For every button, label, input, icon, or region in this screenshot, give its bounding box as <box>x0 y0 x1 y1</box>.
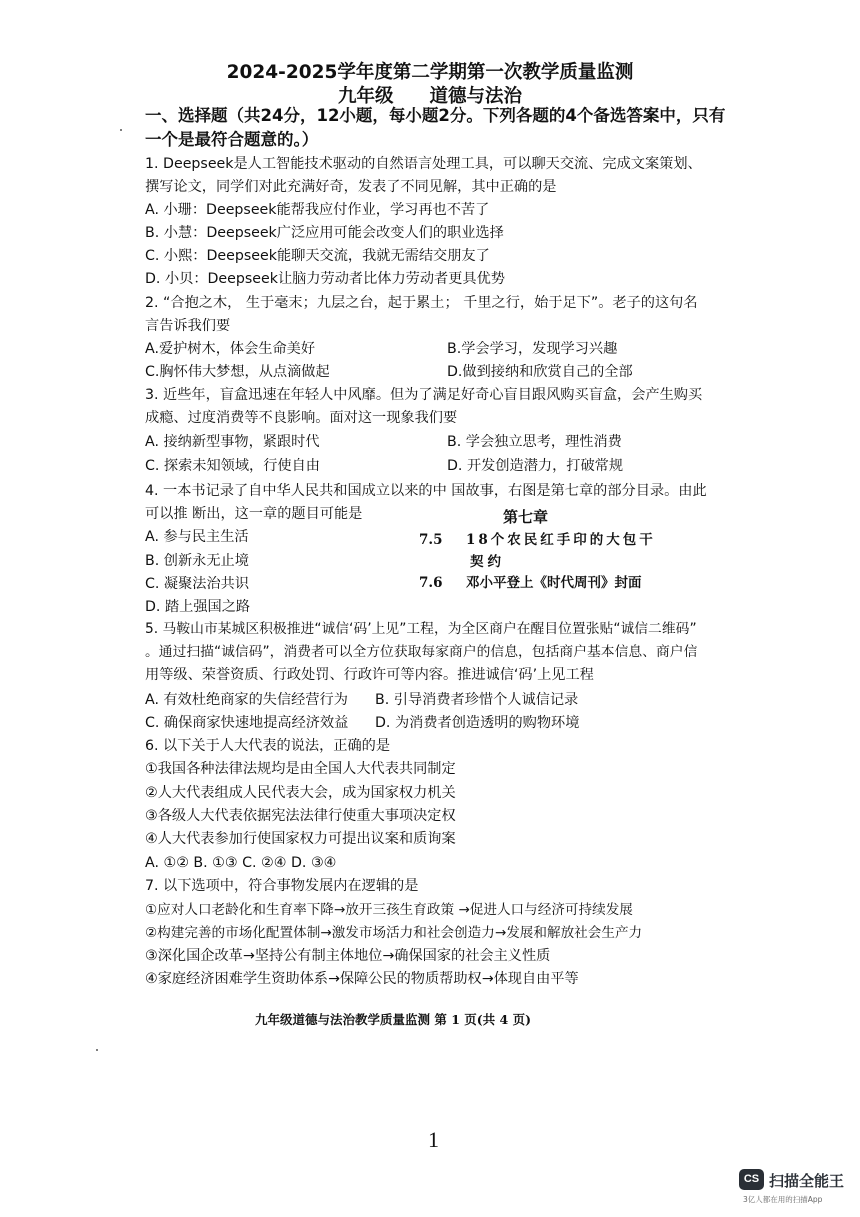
toc-item-title: 18个农民红手印的大包干 <box>466 532 656 548</box>
q3-stem: 3. 近些年，盲盒迅速在年轻人中风靡。但为了满足好奇心盲目跟风购买盲盒，会产生购买 <box>145 387 703 403</box>
q2-option-d: D.做到接纳和欣赏自己的全部 <box>447 364 633 380</box>
scanner-app-name: 扫描全能王 <box>769 1172 845 1190</box>
q1-option-a: A. 小珊：Deepseek能帮我应付作业，学习再也不苦了 <box>145 202 490 218</box>
q4-option-c: C. 凝聚法治共识 <box>145 576 250 592</box>
scan-speck <box>120 129 122 131</box>
q5-option-a: A. 有效杜绝商家的失信经营行为 <box>145 692 348 708</box>
q1-stem: 1. Deepseek是人工智能技术驱动的自然语言处理工具，可以聊天交流、完成文案策划、 <box>145 156 702 172</box>
q5-stem-cont: 用等级、荣誉资质、行政处罚、行政许可等内容。推进诚信‘码’上见工程 <box>145 667 594 683</box>
exam-title: 2024-2025学年度第二学期第一次教学质量监测 <box>226 62 634 83</box>
grade-label: 九年级 <box>337 86 394 107</box>
q1-option-c: C. 小熙：Deepseek能聊天交流，我就无需结交朋友了 <box>145 248 490 264</box>
section-heading: 一、选择题（共24分，12小题，每小题2分。下列各题的4个备选答案中，只有 <box>145 106 726 125</box>
q6-statement-4: ④人大代表参加行使国家权力可提出议案和质询案 <box>145 831 456 847</box>
q3-option-c: C. 探索未知领域，行使自由 <box>145 458 320 474</box>
q5-stem-cont: 。通过扫描“诚信码”，消费者可以全方位获取每家商户的信息，包括商户基本信息、商户信 <box>145 644 698 660</box>
q5-option-c: C. 确保商家快速地提高经济效益 <box>145 715 349 731</box>
subject-label: 道德与法治 <box>429 86 523 107</box>
q6-options: A. ①② B. ①③ C. ②④ D. ③④ <box>145 855 337 871</box>
q3-option-a: A. 接纳新型事物，紧跟时代 <box>145 434 320 450</box>
q1-option-d: D. 小贝：Deepseek让脑力劳动者比体力劳动者更具优势 <box>145 271 505 287</box>
q4-option-b: B. 创新永无止境 <box>145 553 249 569</box>
q4-stem-cont: 可以推 断出，这一章的题目可能是 <box>145 506 363 522</box>
toc-chapter-title: 第七章 <box>503 508 549 526</box>
q4-option-d: D. 踏上强国之路 <box>145 599 251 615</box>
q2-option-a: A.爱护树木，体会生命美好 <box>145 341 316 357</box>
toc-item-number: 7.5 <box>419 532 443 548</box>
q5-stem: 5. 马鞍山市某城区积极推进“诚信‘码’上见”工程，为全区商户在醒目位置张贴“诚信二维码” <box>145 621 697 637</box>
q4-option-a: A. 参与民主生活 <box>145 529 249 545</box>
camscanner-logo-icon: CS <box>739 1169 764 1190</box>
scan-speck <box>96 1049 98 1051</box>
toc-item-title-cont: 契约 <box>470 554 505 570</box>
q6-stem: 6. 以下关于人大代表的说法，正确的是 <box>145 738 391 754</box>
section-heading-cont: 一个是最符合题意的。） <box>145 130 319 149</box>
q6-statement-3: ③各级人大代表依据宪法法律行使重大事项决定权 <box>145 808 456 824</box>
page-number: 1 <box>428 1127 439 1152</box>
scanner-tagline: 3亿人都在用的扫描App <box>743 1195 823 1204</box>
page-footer: 九年级道德与法治教学质量监测 第 1 页(共 4 页) <box>255 1012 531 1027</box>
q2-option-b: B.学会学习，发现学习兴趣 <box>447 341 618 357</box>
q5-option-b: B. 引导消费者珍惜个人诚信记录 <box>375 692 579 708</box>
toc-item-number: 7.6 <box>419 575 443 591</box>
q7-stem: 7. 以下选项中，符合事物发展内在逻辑的是 <box>145 878 419 894</box>
q2-option-c: C.胸怀伟大梦想，从点滴做起 <box>145 364 330 380</box>
q2-stem-cont: 言告诉我们要 <box>145 318 231 334</box>
q1-stem-cont: 撰写论文，同学们对此充满好奇，发表了不同见解，其中正确的是 <box>145 179 557 195</box>
q3-option-b: B. 学会独立思考，理性消费 <box>447 434 622 450</box>
q6-statement-1: ①我国各种法律法规均是由全国人大代表共同制定 <box>145 761 456 777</box>
q4-stem: 4. 一本书记录了自中华人民共和国成立以来的中 国故事，右图是第七章的部分目录。由此 <box>145 483 707 499</box>
q7-statement-2: ②构建完善的市场化配置体制→激发市场活力和社会创造力→发展和解放社会生产力 <box>145 925 643 941</box>
exam-subtitle <box>0 82 860 108</box>
q5-option-d: D. 为消费者创造透明的购物环境 <box>375 715 580 731</box>
toc-item-title: 邓小平登上《时代周刊》封面 <box>466 575 642 591</box>
q2-stem: 2. “合抱之木， 生于毫末；九层之台，起于累土； 千里之行，始于足下”。老子的这句名 <box>145 295 698 311</box>
q7-statement-4: ④家庭经济困难学生资助体系→保障公民的物质帮助权→体现自由平等 <box>145 971 579 987</box>
q3-option-d: D. 开发创造潜力，打破常规 <box>447 458 624 474</box>
q7-statement-1: ①应对人口老龄化和生育率下降→放开三孩生育政策 →促进人口与经济可持续发展 <box>145 902 633 918</box>
q7-statement-3: ③深化国企改革→坚持公有制主体地位→确保国家的社会主义性质 <box>145 948 551 964</box>
q3-stem-cont: 成瘾、过度消费等不良影响。面对这一现象我们要 <box>145 410 458 426</box>
q1-option-b: B. 小慧：Deepseek广泛应用可能会改变人们的职业选择 <box>145 225 504 241</box>
q6-statement-2: ②人大代表组成人民代表大会，成为国家权力机关 <box>145 785 456 801</box>
